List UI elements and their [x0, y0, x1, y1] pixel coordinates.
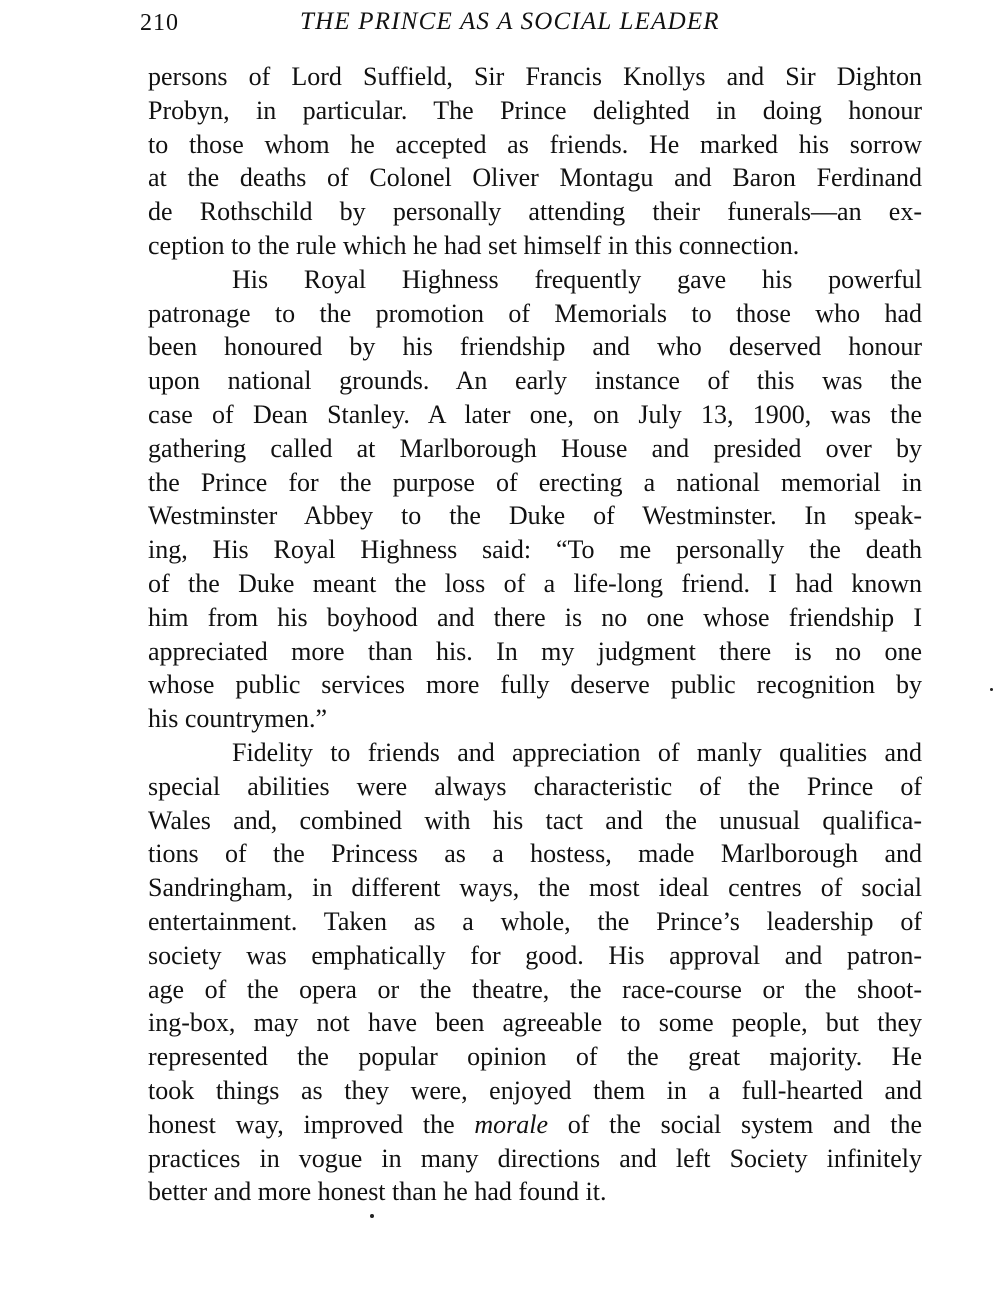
- paragraph: [148, 736, 922, 1209]
- text-line: took things as they were, enjoyed them in a full-hearted and: [148, 1075, 922, 1105]
- text-line: his countrymen.”: [148, 704, 328, 734]
- print-speck: [370, 1214, 374, 1218]
- text-line: Westminster Abbey to the Duke of Westminster. In speak-: [148, 501, 922, 531]
- text-line: age of the opera or the theatre, the race-course or the shoot-: [148, 974, 922, 1004]
- text-line: entertainment. Taken as a whole, the Prince’s leadership of: [148, 906, 922, 936]
- text-line: gathering called at Marlborough House and presided over by: [148, 433, 922, 463]
- italic-word: morale: [474, 1109, 549, 1139]
- text-line: represented the popular opinion of the great majority. He: [148, 1042, 922, 1072]
- text-line: ception to the rule which he had set himself in this connection.: [148, 230, 800, 260]
- text-line: patronage to the promotion of Memorials to those who had: [148, 298, 922, 328]
- text-line: better and more honest than he had found it.: [148, 1177, 607, 1207]
- text-line: persons of Lord Suffield, Sir Francis Knollys and Sir Dighton: [148, 62, 922, 91]
- text-line: of the Duke meant the loss of a life-long friend. I had known: [148, 568, 922, 598]
- text-line: at the deaths of Colonel Oliver Montagu and Baron Ferdinand: [148, 163, 922, 193]
- text-line: to those whom he accepted as friends. He marked his sorrow: [148, 129, 922, 159]
- running-head: THE PRINCE AS A SOCIAL LEADER: [300, 8, 720, 35]
- text-line: the Prince for the purpose of erecting a national memorial in: [148, 467, 922, 497]
- text-line: practices in vogue in many directions and left Society infinitely: [148, 1143, 922, 1173]
- text-line: been honoured by his friendship and who deserved honour: [148, 332, 922, 362]
- paragraph: [148, 60, 922, 263]
- text-run: honest way, improved the: [148, 1109, 475, 1139]
- text-line: ing-box, may not have been agreeable to some people, but they: [148, 1008, 922, 1038]
- page-header: [140, 8, 930, 40]
- text-line: society was emphatically for good. His approval and patron-: [148, 940, 922, 970]
- page-number: 210: [140, 10, 179, 36]
- text-line: His Royal Highness frequently gave his powerful: [232, 264, 922, 294]
- text-line: special abilities were always characteristic of the Prince of: [148, 771, 922, 801]
- text-line: him from his boyhood and there is no one whose friendship I: [148, 602, 922, 632]
- text-line-with-italic: [148, 1108, 922, 1142]
- text-line: Sandringham, in different ways, the most ideal centres of social: [148, 873, 922, 903]
- text-line: case of Dean Stanley. A later one, on July 13, 1900, was the: [148, 399, 922, 429]
- body-text: [148, 60, 922, 1209]
- text-line: tions of the Princess as a hostess, made Marlborough and: [148, 839, 922, 869]
- text-line: appreciated more than his. In my judgment there is no one: [148, 636, 922, 666]
- text-line: Fidelity to friends and appreciation of manly qualities and: [232, 737, 922, 767]
- text-line: Wales and, combined with his tact and the unusual qualifica-: [148, 805, 922, 835]
- text-line: upon national grounds. An early instance of this was the: [148, 366, 922, 396]
- text-run: of the social system and the: [548, 1109, 922, 1139]
- text-line: Probyn, in particular. The Prince delighted in doing honour: [148, 95, 922, 125]
- text-line: de Rothschild by personally attending their funerals—an ex-: [148, 197, 922, 227]
- text-line: whose public services more fully deserve public recognition by: [148, 670, 922, 700]
- print-speck: [990, 688, 993, 691]
- paragraph: [148, 263, 922, 736]
- text-line: ing, His Royal Highness said: “To me personally the death: [148, 535, 922, 565]
